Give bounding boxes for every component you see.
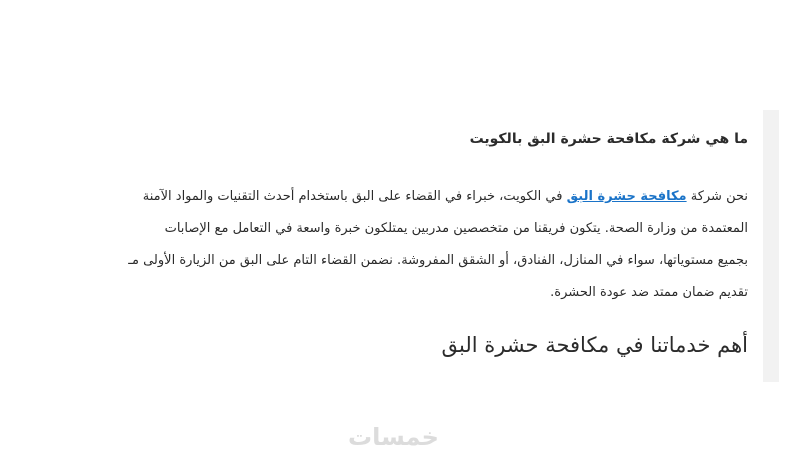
paragraph-line-4: تقديم ضمان ممتد ضد عودة الحشرة. [550, 285, 748, 300]
paragraph-line-3: بجميع مستوياتها، سواء في المنازل، الفنادق، أو الشقق المفروشة. نضمن القضاء التام على البق من الزيارة الأولى مـ [128, 253, 748, 268]
section-heading: ما هي شركة مكافحة حشرة البق بالكويت [469, 131, 748, 147]
paragraph-line-2: المعتمدة من وزارة الصحة. يتكون فريقنا من متخصصين مدربين يمتلكون خبرة واسعة في التعامل مع الإصابات [164, 221, 748, 236]
khamsat-watermark: خمسات [348, 423, 439, 451]
services-heading: أهم خدماتنا في مكافحة حشرة البق [441, 333, 748, 357]
bedbug-control-link[interactable]: مكافحة حشرة البق [566, 189, 687, 204]
line1-text-before: نحن شركة [686, 189, 748, 204]
paragraph-line-1 [0, 181, 748, 213]
side-scroll-panel [763, 110, 779, 382]
line1-text-after: في الكويت، خبراء في القضاء على البق باستخدام أحدث التقنيات والمواد الآمنة [142, 189, 567, 204]
article-paragraph [0, 181, 748, 309]
